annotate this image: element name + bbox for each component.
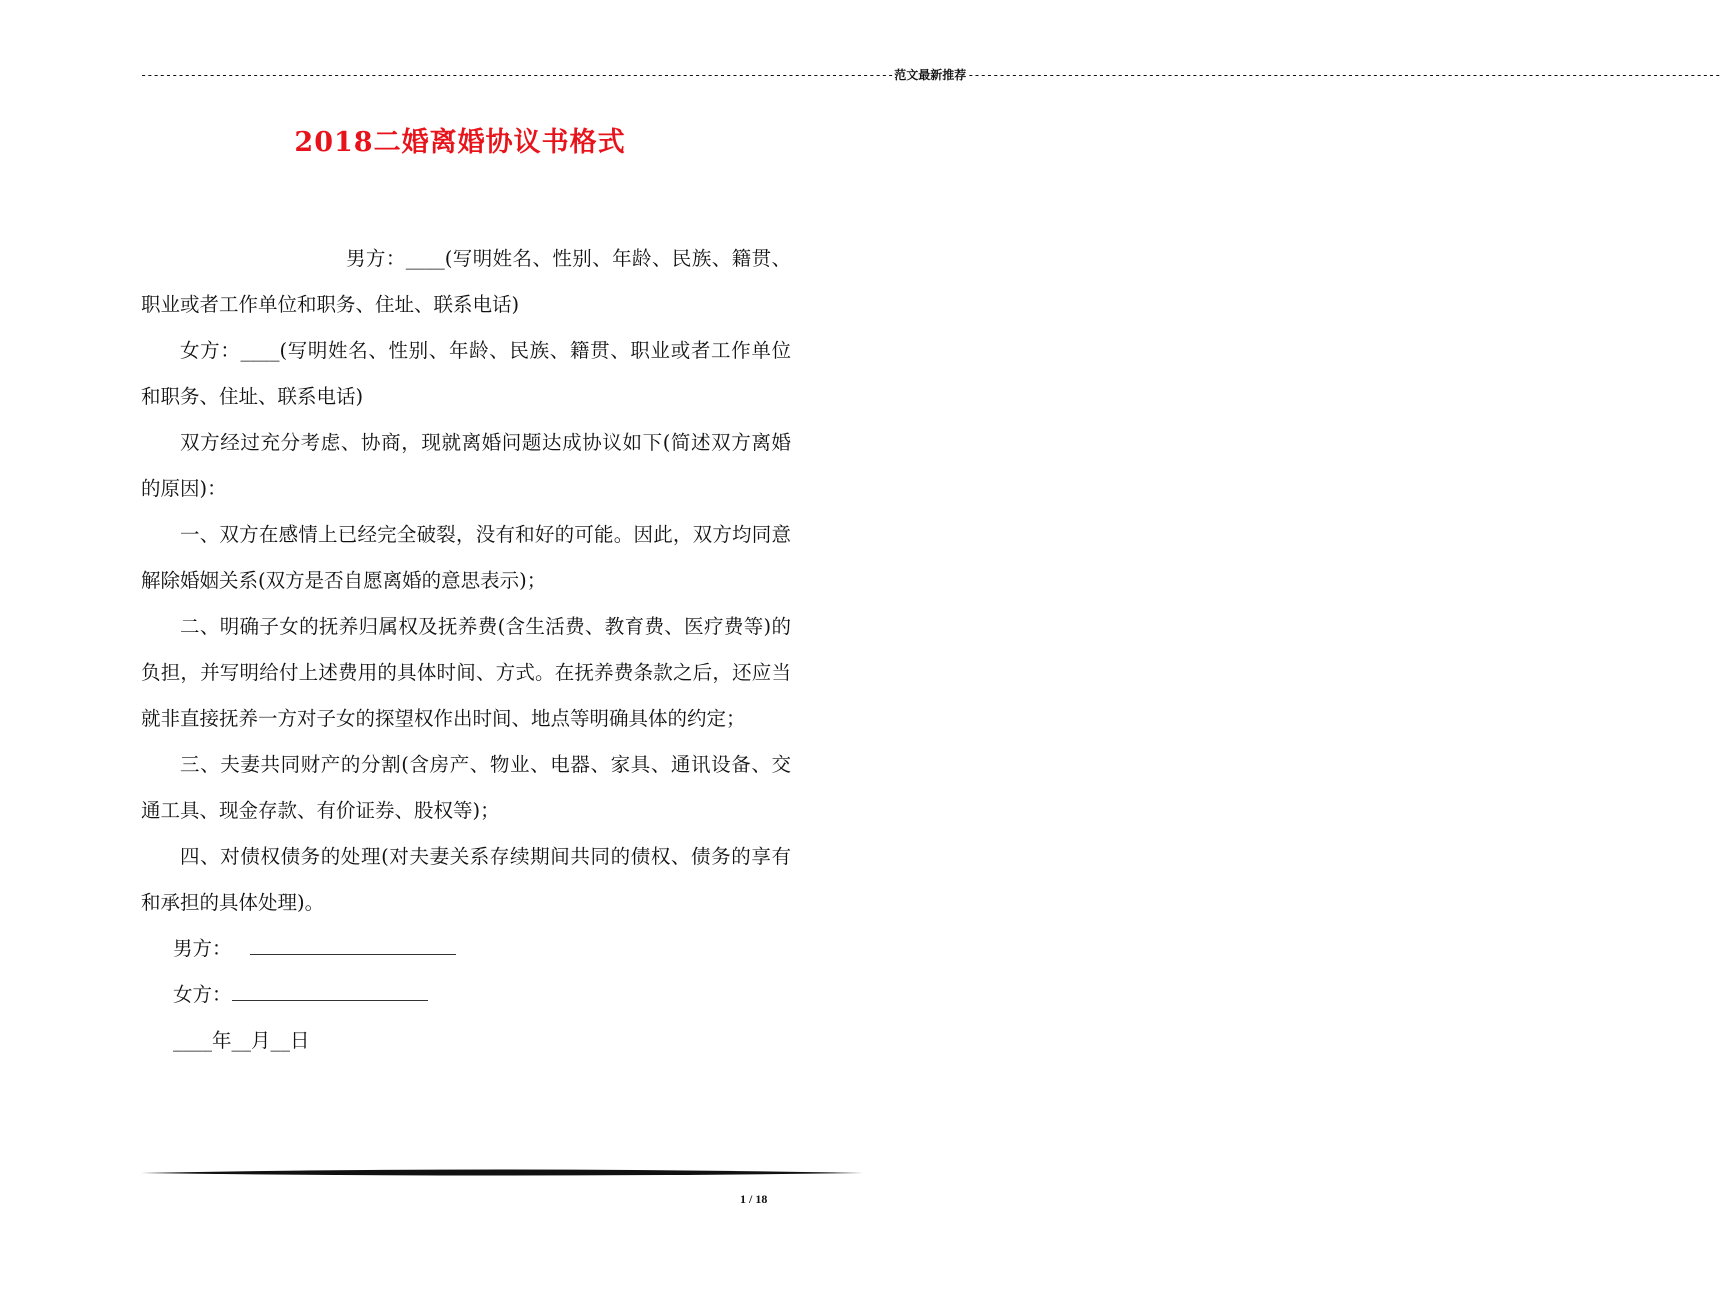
paragraph-clause-4: 四、对债权债务的处理(对夫妻关系存续期间共同的债权、债务的享有和承担的具体处理)。 xyxy=(141,845,791,914)
female-signature-line xyxy=(141,972,791,1018)
date-line: ____年__月__日 xyxy=(173,1029,310,1052)
page-header xyxy=(140,66,1720,84)
footer-rule xyxy=(141,1168,863,1178)
header-dashes-right: ------------------------------------------------------------------------------------------------------------------------- xyxy=(967,68,1720,82)
header-label: 范文最新推荐 xyxy=(894,68,967,82)
paragraph-agreement-intro: 双方经过充分考虑、协商，现就离婚问题达成协议如下(简述双方离婚的原因)： xyxy=(141,431,791,500)
paragraph-clause-1: 一、双方在感情上已经完全破裂，没有和好的可能。因此，双方均同意解除婚姻关系(双方是否自愿离婚的意思表示)； xyxy=(141,523,791,592)
paragraph-clause-2: 二、明确子女的抚养归属权及抚养费(含生活费、教育费、医疗费等)的负担，并写明给付上述费用的具体时间、方式。在抚养费条款之后，还应当就非直接抚养一方对子女的探望权作出时间、地点等明确具体的约定； xyxy=(141,615,791,730)
page-number: 1 / 18 xyxy=(740,1192,768,1206)
header-dashes-left: ------------------------------------------------------------------------------------------------------------------------- xyxy=(140,68,894,82)
paragraph-female-party: 女方：____(写明姓名、性别、年龄、民族、籍贯、职业或者工作单位和职务、住址、联系电话) xyxy=(141,339,791,408)
document-body xyxy=(141,236,791,1064)
male-signature-label: 男方： xyxy=(173,937,232,960)
male-signature-blank xyxy=(250,938,456,955)
paragraph-male-party: 男方：____(写明姓名、性别、年龄、民族、籍贯、职业或者工作单位和职务、住址、联系电话) xyxy=(141,247,791,316)
female-signature-blank xyxy=(232,984,428,1001)
document-title: 2018二婚离婚协议书格式 xyxy=(294,127,626,158)
female-signature-label: 女方： xyxy=(173,983,232,1006)
paragraph-clause-3: 三、夫妻共同财产的分割(含房产、物业、电器、家具、通讯设备、交通工具、现金存款、有价证券、股权等)； xyxy=(141,753,791,822)
male-signature-line xyxy=(141,926,791,972)
